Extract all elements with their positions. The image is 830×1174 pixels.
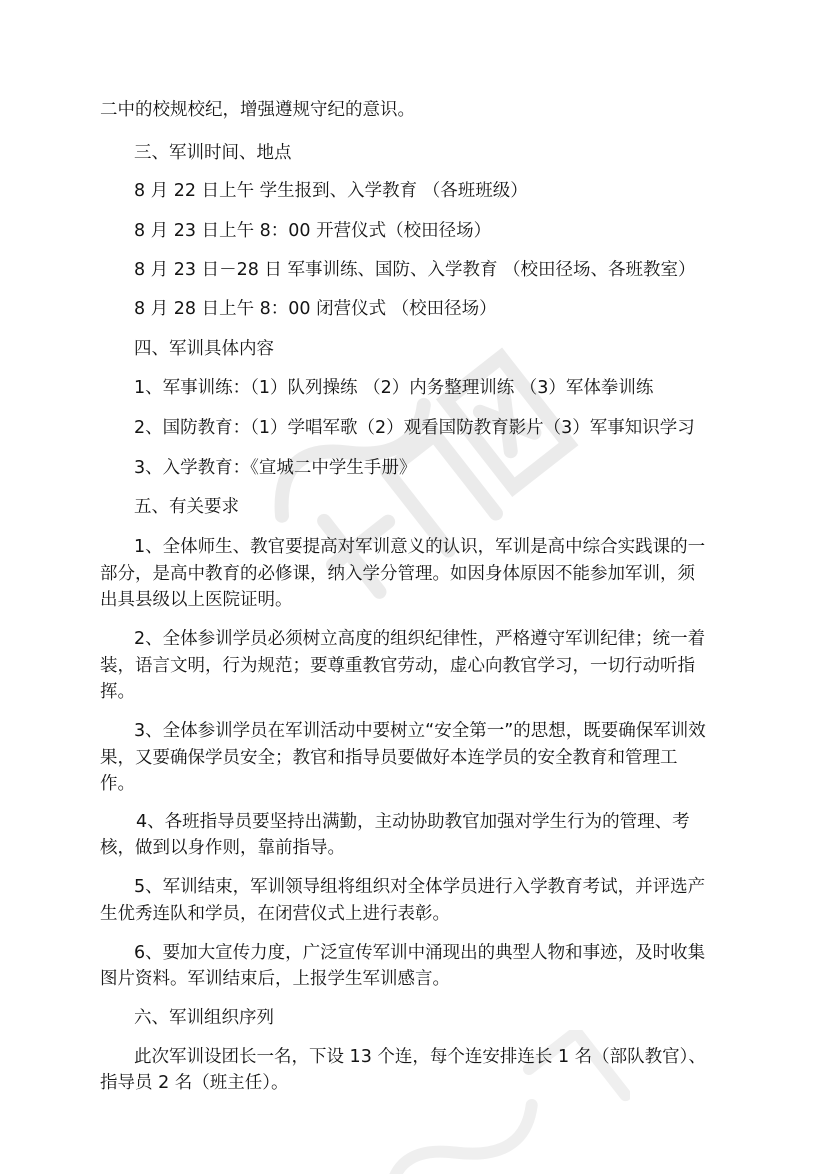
- requirement-paragraph-line: 挥。: [100, 682, 135, 702]
- requirement-paragraph-line: 5、军训结束，军训领导组将组织对全体学员进行入学教育考试，并评选产: [134, 877, 706, 897]
- requirement-paragraph-line: 果，又要确保学员安全；教官和指导员要做好本连学员的安全教育和管理工: [100, 748, 678, 768]
- requirement-paragraph-line: 作。: [100, 774, 135, 794]
- section-heading-time-location: 三、军训时间、地点: [134, 143, 292, 163]
- requirement-paragraph-line: 6、要加大宣传力度，广泛宣传军训中涌现出的典型人物和事迹，及时收集: [134, 943, 706, 963]
- schedule-item: 8 月 28 日上午 8：00 闭营仪式 （校田径场）: [134, 299, 497, 319]
- schedule-item: 8 月 23 日－28 日 军事训练、国防、入学教育 （校田径场、各班教室）: [134, 260, 696, 280]
- requirement-paragraph-line: 生优秀连队和学员，在闭营仪式上进行表彰。: [100, 904, 450, 924]
- schedule-item: 8 月 22 日上午 学生报到、入学教育 （各班班级）: [134, 181, 528, 201]
- requirement-paragraph-line: 2、全体参训学员必须树立高度的组织纪律性，严格遵守军训纪律；统一着: [134, 629, 706, 649]
- content-item: 1、军事训练：（1）队列操练 （2）内务整理训练 （3）军体拳训练: [134, 378, 654, 398]
- organization-paragraph-line: 指导员 2 名（班主任）。: [100, 1073, 289, 1093]
- schedule-item: 8 月 23 日上午 8：00 开营仪式（校田径场）: [134, 221, 492, 241]
- requirement-paragraph-line: 图片资料。军训结束后，上报学生军训感言。: [100, 969, 450, 989]
- content-item: 3、入学教育：《宣城二中学生手册》: [134, 458, 417, 478]
- organization-paragraph-line: 此次军训设团长一名，下设 13 个连，每个连安排连长 1 名（部队教官）、: [134, 1047, 706, 1067]
- section-heading-organization: 六、军训组织序列: [134, 1008, 274, 1028]
- section-heading-content: 四、军训具体内容: [134, 339, 274, 359]
- requirement-paragraph-line: 4、各班指导员要坚持出满勤，主动协助教官加强对学生行为的管理、考: [136, 812, 690, 832]
- section-heading-requirements: 五、有关要求: [134, 497, 239, 517]
- requirement-paragraph-line: 装，语言文明，行为规范；要尊重教官劳动，虚心向教官学习，一切行动听指: [100, 656, 695, 676]
- requirement-paragraph-line: 1、全体师生、教官要提高对军训意义的认识，军训是高中综合实践课的一: [134, 537, 706, 557]
- content-item: 2、国防教育：（1）学唱军歌（2）观看国防教育影片（3）军事知识学习: [134, 418, 695, 438]
- requirement-paragraph-line: 3、全体参训学员在军训活动中要树立“安全第一”的思想，既要确保军训效: [134, 721, 706, 741]
- text-line: 二中的校规校纪，增强遵规守纪的意识。: [100, 100, 415, 120]
- requirement-paragraph-line: 出具县级以上医院证明。: [100, 590, 293, 610]
- requirement-paragraph-line: 核，做到以身作则，靠前指导。: [100, 838, 345, 858]
- requirement-paragraph-line: 部分，是高中教育的必修课，纳入学分管理。如因身体原因不能参加军训，须: [100, 564, 695, 584]
